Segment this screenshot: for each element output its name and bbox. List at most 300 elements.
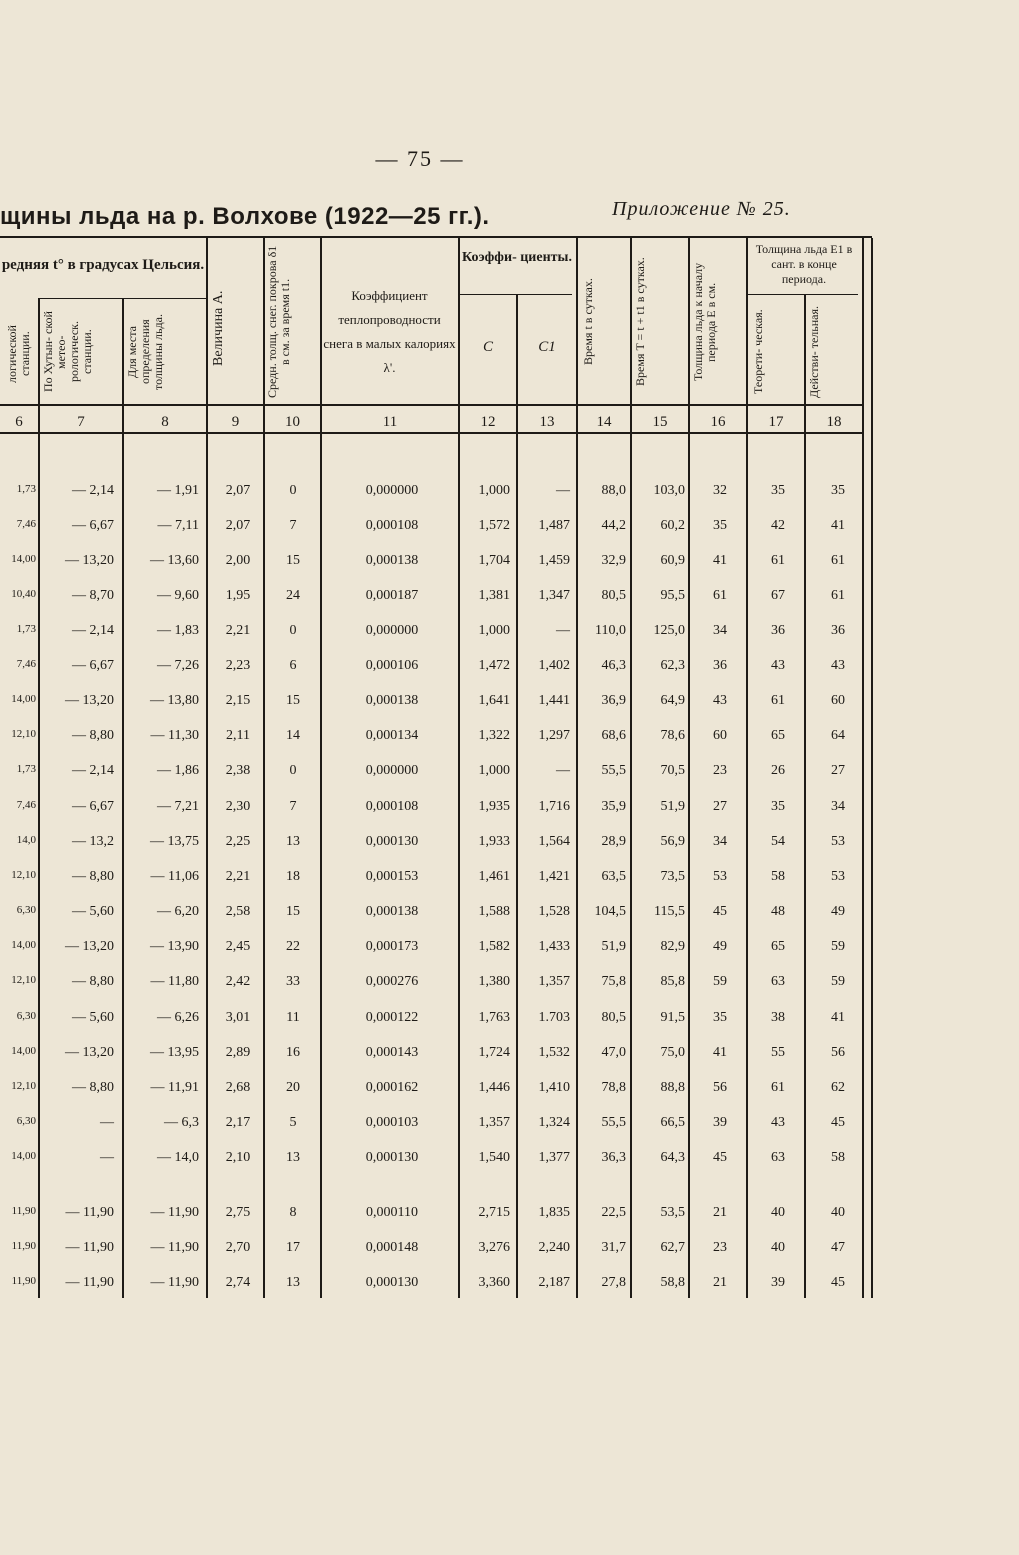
table-cell: 38 [771,1010,785,1025]
table-cell: 45 [831,1115,845,1130]
table-cell: 1,357 [538,974,570,989]
header-col16: Толщина льда к началу периода E в см. [691,262,718,382]
table-cell: 45 [713,1150,727,1165]
table-cell: 61 [771,1080,785,1095]
table-cell: 0,000130 [365,1275,419,1290]
table-cell: 1,402 [538,658,570,673]
table-cell: 0 [289,623,297,638]
table-cell: — 9,60 [157,588,199,603]
table-cell: — 13,90 [150,939,199,954]
table-cell: 78,6 [660,728,685,743]
vline [804,294,806,1298]
table-cell: — 11,80 [150,974,199,989]
ice-group-rule [746,294,858,295]
table-cell: 2,17 [225,1115,251,1130]
table-cell: 80,5 [601,588,626,603]
table-cell: 1,540 [478,1150,510,1165]
table-cell: 1,73 [16,763,36,775]
vline [862,238,864,1298]
table-cell: 15 [286,693,300,708]
table-cell: 21 [713,1205,727,1220]
table-cell: 18 [286,869,300,884]
table-cell: 1,000 [478,763,510,778]
table-cell: 125,0 [653,623,685,638]
header-col10: Средн. толщ. снег. покрова δ1 в см. за время t1. [265,245,292,399]
table-cell: 60 [831,693,845,708]
header-top-rule [0,236,872,238]
table-cell: 43 [771,1115,785,1130]
table-cell: 95,5 [660,588,685,603]
table-cell: — 1,83 [157,623,199,638]
table-cell: 2,30 [225,799,251,814]
table-cell: — 13,20 [65,1045,114,1060]
table-cell: 14,00 [11,553,36,565]
table-cell: 1,377 [538,1150,570,1165]
table-cell: 6,30 [16,904,36,916]
table-cell: 2,07 [225,483,251,498]
table-title: щины льда на р. Волхове (1922—25 гг.). [0,203,490,230]
table-cell: 3,01 [225,1010,251,1025]
table-cell: 34 [831,799,845,814]
table-cell: 0,000103 [365,1115,419,1130]
table-cell: 49 [713,939,727,954]
table-cell: 56 [831,1045,845,1060]
table-cell: 1,933 [478,834,510,849]
table-cell: 68,6 [601,728,626,743]
table-cell: — 6,3 [164,1115,199,1130]
table-cell: 59 [831,939,845,954]
vline [206,238,208,1298]
table-cell: 51,9 [660,799,685,814]
table-cell: — 13,2 [72,834,114,849]
table-cell: — 8,80 [72,869,114,884]
table-cell: 2,23 [225,658,251,673]
table-cell: 39 [771,1275,785,1290]
vline [688,238,690,1298]
header-coefficients-group: Коэффи- циенты. [462,250,572,265]
header-col18: Действи- тельная. [807,305,821,399]
table-cell: — 13,95 [150,1045,199,1060]
table-cell: 1,935 [478,799,510,814]
table-cell: 35 [771,799,785,814]
table-cell: 1,381 [478,588,510,603]
header-col9: Величина A. [211,290,226,366]
table-cell: 1,472 [478,658,510,673]
vline [630,238,632,1298]
table-cell: — 11,30 [150,728,199,743]
table-cell: 63 [771,1150,785,1165]
table-cell: 1,459 [538,553,570,568]
table-cell: 6 [289,658,297,673]
column-number: 9 [231,414,240,430]
table-cell: 61 [831,553,845,568]
table-cell: — [100,1150,114,1165]
table-cell: 54 [771,834,785,849]
table-cell: 34 [713,834,727,849]
column-number: 14 [596,414,612,430]
table-cell: 2,25 [225,834,251,849]
table-cell: 27,8 [601,1275,626,1290]
column-number: 18 [826,414,842,430]
table-cell: 15 [286,904,300,919]
table-cell: — 11,90 [65,1275,114,1290]
table-cell: 23 [713,1240,727,1255]
table-cell: 41 [713,553,727,568]
table-cell: 2,70 [225,1240,251,1255]
table-cell: 1,446 [478,1080,510,1095]
table-cell: — 13,20 [65,693,114,708]
vline [320,238,322,1298]
table-cell: 64,3 [660,1150,685,1165]
table-cell: 1,487 [538,518,570,533]
table-cell: 1,433 [538,939,570,954]
table-cell: 15 [286,553,300,568]
header-col12: C [482,339,493,355]
table-cell: 0,000000 [365,483,419,498]
table-cell: 88,8 [660,1080,685,1095]
table-cell: 14,0 [16,834,36,846]
table-cell: — 13,20 [65,939,114,954]
table-cell: 7,46 [16,799,36,811]
table-cell: 35 [713,518,727,533]
table-cell: 0,000000 [365,763,419,778]
header-temperature-group: редняя t° в градусах Цельсия. [1,257,205,273]
header-col14: Время t в сутках. [581,278,595,366]
table-cell: 3,360 [478,1275,510,1290]
table-cell: 1,410 [538,1080,570,1095]
table-cell: 32,9 [601,553,626,568]
table-cell: 1,000 [478,483,510,498]
table-cell: 1,357 [478,1115,510,1130]
table-cell: — 13,20 [65,553,114,568]
table-cell: 22 [286,939,300,954]
table-cell: 1,380 [478,974,510,989]
table-cell: 16 [286,1045,300,1060]
table-cell: 1,73 [16,483,36,495]
table-cell: 26 [771,763,785,778]
table-cell: 0,000153 [365,869,419,884]
table-cell: 43 [831,658,845,673]
table-cell: 17 [286,1240,300,1255]
table-cell: 75,0 [660,1045,685,1060]
table-cell: 5 [289,1115,297,1130]
table-cell: 1.703 [538,1010,570,1025]
table-cell: 41 [831,1010,845,1025]
table-cell: — 8,80 [72,974,114,989]
table-cell: 60,2 [660,518,685,533]
table-cell: — 8,70 [72,588,114,603]
table-cell: 7 [289,799,297,814]
table-cell: 49 [831,904,845,919]
table-cell: 6,30 [16,1115,36,1127]
table-cell: 35 [771,483,785,498]
table-cell: 36 [713,658,727,673]
table-cell: 2,58 [225,904,251,919]
table-cell: — 11,90 [150,1240,199,1255]
table-cell: 2,75 [225,1205,251,1220]
table-cell: 41 [831,518,845,533]
table-cell: — 6,67 [72,658,114,673]
table-cell: 1,73 [16,623,36,635]
column-number: 12 [480,414,496,430]
table-cell: 58,8 [660,1275,685,1290]
table-cell: 1,582 [478,939,510,954]
coef-group-rule [458,294,572,295]
table-cell: 2,21 [225,869,251,884]
table-cell: 67 [771,588,785,603]
table-cell: 7,46 [16,658,36,670]
table-cell: 65 [771,728,785,743]
table-cell: 45 [713,904,727,919]
table-cell: 48 [771,904,785,919]
table-cell: 61 [771,553,785,568]
table-cell: — 14,0 [157,1150,199,1165]
table-cell: 58 [771,869,785,884]
table-cell: 11 [286,1010,300,1025]
table-cell: 1,716 [538,799,570,814]
table-cell: — 2,14 [72,623,114,638]
table-cell: 2,10 [225,1150,251,1165]
table-cell: 70,5 [660,763,685,778]
table-cell: — 13,75 [150,834,199,849]
table-cell: 59 [713,974,727,989]
table-cell: 14,00 [11,693,36,705]
table-cell: — 11,91 [150,1080,199,1095]
page-number: — 75 — [375,146,465,171]
table-cell: — 5,60 [72,1010,114,1025]
table-cell: 10,40 [11,588,36,600]
table-cell: — 2,14 [72,483,114,498]
table-cell: 53 [831,834,845,849]
table-cell: 3,276 [478,1240,510,1255]
table-cell: 2,45 [225,939,251,954]
table-cell: — 6,67 [72,518,114,533]
table-cell: 2,07 [225,518,251,533]
table-cell: — 11,06 [150,869,199,884]
table-cell: 1,724 [478,1045,510,1060]
table-cell: — 6,26 [157,1010,199,1025]
table-cell: — 7,26 [157,658,199,673]
table-cell: 78,8 [601,1080,626,1095]
table-cell: 0,000000 [365,623,419,638]
table-cell: 56,9 [660,834,685,849]
header-col11: Коэффициент теплопроводности снега в малых калориях λ'. [323,288,456,375]
table-cell: 1,297 [538,728,570,743]
column-number: 10 [285,414,300,430]
table-cell: 13 [286,1275,300,1290]
table-cell: 0,000173 [365,939,419,954]
table-cell: 2,715 [478,1205,510,1220]
vline [871,238,873,1298]
table-cell: 82,9 [660,939,685,954]
column-number: 8 [161,414,169,430]
table-cell: 0,000143 [365,1045,419,1060]
header-bottom-rule [0,404,862,406]
table-cell: 43 [713,693,727,708]
table-cell: 1,528 [538,904,570,919]
table-cell: — [556,763,570,778]
table-cell: 0 [289,763,297,778]
colnum-bottom-rule [0,432,862,434]
column-number: 17 [768,414,784,430]
table-cell: 61 [831,588,845,603]
table-cell: — [556,623,570,638]
table-cell: 1,641 [478,693,510,708]
table-cell: 65 [771,939,785,954]
table-cell: 20 [286,1080,300,1095]
table-cell: 0,000187 [365,588,419,603]
table-cell: 0,000122 [365,1010,419,1025]
table-cell: 63,5 [601,869,626,884]
table-cell: 7 [289,518,297,533]
header-col7: По Хутын- ской метео- рологическ. станции. [41,311,94,393]
table-cell: 75,8 [601,974,626,989]
vline [746,238,748,1298]
table-cell: 110,0 [595,623,626,638]
vline [576,238,578,1298]
table-cell: 59 [831,974,845,989]
table-cell: 32 [713,483,727,498]
header-ice-group: Толщина льда E1 в сант. в конце периода. [755,242,853,286]
table-cell: 39 [713,1115,727,1130]
table-cell: — [100,1115,114,1130]
table-cell: 73,5 [660,869,685,884]
table-cell: 44,2 [601,518,626,533]
table-cell: 62,3 [660,658,685,673]
column-number: 11 [382,414,398,430]
table-cell: 40 [831,1205,845,1220]
table-cell: 12,10 [11,869,36,881]
vline [516,294,518,1298]
table-cell: 0,000134 [365,728,419,743]
table-cell: — 5,60 [72,904,114,919]
header-col17: Теорети- ческая. [751,309,765,395]
table-cell: 115,5 [654,904,685,919]
table-cell: 6,30 [16,1010,36,1022]
table-cell: 8 [289,1205,297,1220]
table-cell: 46,3 [601,658,626,673]
table-cell: 14 [286,728,300,743]
table-cell: 1,704 [478,553,510,568]
table-cell: 36,3 [601,1150,626,1165]
table-cell: 0,000138 [365,693,419,708]
table-cell: — 11,90 [65,1205,114,1220]
table-cell: 0,000276 [365,974,419,989]
table-cell: — 2,14 [72,763,114,778]
table-cell: 22,5 [601,1205,626,1220]
table-cell: 104,5 [594,904,626,919]
table-cell: 47,0 [601,1045,626,1060]
table-cell: 2,74 [225,1275,251,1290]
header-col6: логической станции. [5,325,32,383]
table-cell: 11,90 [11,1205,36,1217]
table-cell: 1,461 [478,869,510,884]
table-cell: 0,000130 [365,834,419,849]
table-cell: — 11,90 [150,1205,199,1220]
table-cell: 40 [771,1205,785,1220]
table-cell: — 7,21 [157,799,199,814]
table-cell: 1,441 [538,693,570,708]
table-cell: 0,000110 [366,1205,418,1220]
table-cell: 11,90 [11,1240,36,1252]
table-cell: 13 [286,834,300,849]
table-cell: 11,90 [11,1275,36,1287]
table-cell: 34 [713,623,727,638]
table-cell: 60 [713,728,727,743]
table-cell: 28,9 [601,834,626,849]
table-cell: 0 [289,483,297,498]
table-cell: 43 [771,658,785,673]
table-cell: 23 [713,763,727,778]
table-cell: 64 [831,728,845,743]
table-cell: 1,324 [538,1115,570,1130]
table-cell: — 6,20 [157,904,199,919]
table-cell: 24 [286,588,300,603]
column-number: 16 [710,414,726,430]
table-cell: 88,0 [601,483,626,498]
table-cell: 41 [713,1045,727,1060]
table-cell: 0,000130 [365,1150,419,1165]
table-cell: 35 [831,483,845,498]
table-cell: 1,322 [478,728,510,743]
table-cell: 0,000138 [365,904,419,919]
table-cell: 1,000 [478,623,510,638]
table-cell: 1,588 [478,904,510,919]
table-cell: 55,5 [601,763,626,778]
table-cell: 12,10 [11,974,36,986]
table-cell: 63 [771,974,785,989]
table-cell: 2,42 [225,974,251,989]
column-number: 7 [77,414,85,430]
table-cell: 61 [771,693,785,708]
table-cell: 53 [831,869,845,884]
table-cell: 60,9 [660,553,685,568]
table-cell: 27 [713,799,727,814]
table-cell: 53,5 [660,1205,685,1220]
table-cell: 56 [713,1080,727,1095]
vline [122,298,124,1298]
table-cell: 35,9 [601,799,626,814]
table-cell: 12,10 [11,728,36,740]
table-cell: — 8,80 [72,728,114,743]
table-cell: — 6,67 [72,799,114,814]
table-cell: 2,68 [225,1080,251,1095]
table-cell: 14,00 [11,1150,36,1162]
table-cell: 2,240 [538,1240,570,1255]
table-cell: 31,7 [601,1240,626,1255]
table-cell: 0,000108 [365,518,419,533]
header-col8: Для места определения толщины льда. [125,314,165,390]
header-col13: C1 [538,339,556,355]
table-cell: 14,00 [11,939,36,951]
table-cell: 2,00 [225,553,251,568]
table-cell: 58 [831,1150,845,1165]
table-cell: 1,421 [538,869,570,884]
table-cell: — 13,80 [150,693,199,708]
table-cell: — 7,11 [157,518,199,533]
table-cell: 12,10 [11,1080,36,1092]
vline [458,238,460,1298]
table-cell: 40 [771,1240,785,1255]
appendix-label: Приложение № 25. [612,198,791,220]
table-cell: 1,763 [478,1010,510,1025]
table-cell: 2,89 [225,1045,251,1060]
column-number: 6 [15,414,23,430]
vline [38,298,40,1298]
table-cell: 1,835 [538,1205,570,1220]
table-cell: 45 [831,1275,845,1290]
table-cell: 61 [713,588,727,603]
